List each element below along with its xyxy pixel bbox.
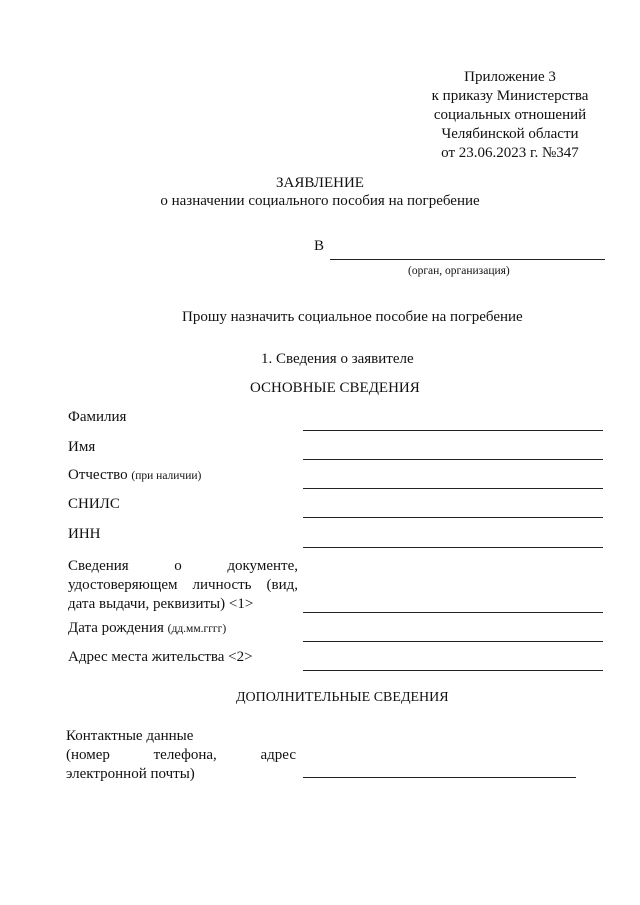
appendix-line: к приказу Министерства — [431, 88, 589, 104]
recipient-prefix: В — [314, 238, 325, 254]
appendix-line: социальных отношений — [433, 107, 587, 123]
appendix-line: Приложение 3 — [464, 69, 556, 85]
id-document-label-line: удостоверяющем личность (вид, — [68, 577, 298, 593]
appendix-block — [390, 68, 630, 163]
contact-label-line: (номер телефона, адрес — [66, 747, 296, 763]
patronymic-text: Отчество — [68, 467, 128, 483]
patronymic-note: (при наличии) — [131, 470, 202, 482]
inn-label: ИНН — [68, 526, 101, 542]
inn-field[interactable] — [303, 547, 603, 548]
appendix-line: Челябинской области — [441, 126, 579, 142]
address-label: Адрес места жительства <2> — [68, 649, 253, 665]
recipient-field[interactable] — [330, 259, 605, 260]
contact-label-line: электронной почты) — [66, 766, 195, 782]
patronymic-field[interactable] — [303, 488, 603, 489]
birth-date-text: Дата рождения — [68, 620, 164, 636]
patronymic-label — [68, 467, 201, 484]
document-subtitle: о назначении социального пособия на погребение — [160, 193, 480, 209]
id-document-field[interactable] — [303, 612, 603, 613]
id-document-label-line: дата выдачи, реквизиты) <1> — [68, 596, 254, 612]
contact-label-line: Контактные данные — [66, 728, 194, 744]
snils-label: СНИЛС — [68, 496, 120, 512]
request-text: Прошу назначить социальное пособие на погребение — [182, 309, 523, 325]
snils-field[interactable] — [303, 517, 603, 518]
id-document-label-line: Сведения о документе, — [68, 558, 298, 574]
appendix-line: от 23.06.2023 г. №347 — [441, 145, 579, 161]
main-info-header: ОСНОВНЫЕ СВЕДЕНИЯ — [250, 380, 420, 396]
surname-label: Фамилия — [68, 409, 127, 425]
additional-info-header: ДОПОЛНИТЕЛЬНЫЕ СВЕДЕНИЯ — [236, 690, 449, 705]
birth-date-note: (дд.мм.гггг) — [167, 623, 227, 635]
recipient-caption: (орган, организация) — [408, 265, 510, 277]
name-label: Имя — [68, 439, 96, 455]
contact-field[interactable] — [303, 777, 576, 778]
section-title: 1. Сведения о заявителе — [261, 351, 414, 367]
birth-date-label — [68, 620, 226, 637]
address-field[interactable] — [303, 670, 603, 671]
name-field[interactable] — [303, 459, 603, 460]
birth-date-field[interactable] — [303, 641, 603, 642]
document-title: ЗАЯВЛЕНИЕ — [276, 175, 364, 191]
surname-field[interactable] — [303, 430, 603, 431]
